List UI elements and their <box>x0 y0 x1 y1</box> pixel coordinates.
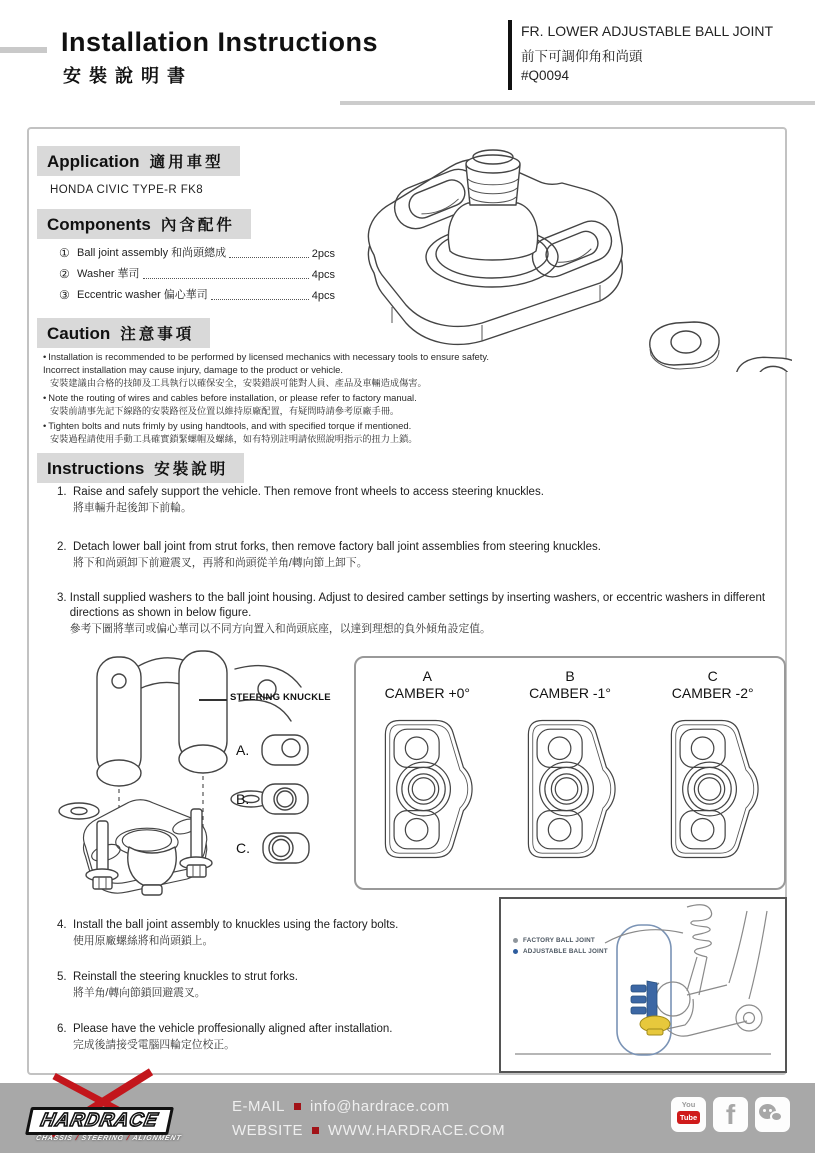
instruction-step <box>57 591 773 638</box>
caution-text-zh: 安裝前請事先記下線路的安裝路徑及位置以維持原廠配置，有疑問時請參考原廠手冊。 <box>50 406 400 416</box>
red-square-bullet-icon <box>294 1103 301 1110</box>
adjustable-ball-joint-dot-icon <box>513 949 518 954</box>
component-label: Ball joint assembly 和尚頭總成 <box>77 247 227 259</box>
step-text-en: Raise and safely support the vehicle. Then remove front wheels to access steering knuckles. <box>73 486 544 498</box>
component-item <box>59 287 335 302</box>
step-text-zh: 參考下圖將華司或偏心華司以不同方向置入和尚頭底座，以達到理想的負外傾角設定值。 <box>69 623 491 635</box>
instructions-heading-en: Instructions <box>47 459 145 478</box>
instruction-step <box>57 970 487 1002</box>
factory-ball-joint-dot-icon <box>513 938 518 943</box>
page-title-chinese: 安裝說明書 <box>63 66 193 86</box>
left-accent-bar <box>0 47 47 53</box>
caution-text-en: • Tighten bolts and nuts frimly by using handtools, and with specified torque if mentioned. <box>43 419 495 432</box>
wechat-eye <box>769 1109 772 1112</box>
components-heading-en: Components <box>47 215 151 234</box>
component-label: Washer 華司 <box>77 268 140 280</box>
component-qty: 4pcs <box>311 290 335 302</box>
component-item <box>59 245 335 260</box>
step-text-zh: 將羊角/轉向節鎖回避震叉。 <box>73 987 206 999</box>
youtube-you-text: You <box>681 1100 696 1109</box>
knuckle-pointer-line <box>199 699 227 701</box>
email-row <box>232 1094 505 1118</box>
washer-a-drawing <box>258 729 312 771</box>
housing-drawing-b <box>518 709 622 869</box>
caution-heading <box>37 318 210 348</box>
component-qty: 2pcs <box>311 248 335 260</box>
step-number: 2. <box>57 541 67 553</box>
camber-value: CAMBER -2° <box>671 685 754 701</box>
washer-option-a <box>236 729 312 771</box>
camber-letter: C <box>707 668 718 684</box>
red-square-bullet-icon <box>312 1127 319 1134</box>
camber-column-c <box>641 668 784 888</box>
step-number: 6. <box>57 1023 67 1035</box>
logo-tagline <box>35 1135 182 1142</box>
washer-option-label: B. <box>236 791 250 807</box>
camber-letter: B <box>565 668 575 684</box>
website-url[interactable]: WWW.HARDRACE.COM <box>328 1121 506 1139</box>
figure-legend <box>513 937 608 959</box>
component-qty: 4pcs <box>311 269 335 281</box>
step-number: 1. <box>57 486 67 498</box>
step-text-en: Reinstall the steering knuckles to strut forks. <box>73 971 298 983</box>
instruction-step <box>57 540 773 572</box>
camber-letter: A <box>422 668 432 684</box>
product-name: FR. LOWER ADJUSTABLE BALL JOINT <box>521 23 774 39</box>
component-number: ② <box>59 267 70 281</box>
tagline-separator: / <box>125 1135 131 1142</box>
washer-option-b <box>236 778 312 820</box>
hardrace-logo <box>20 1085 215 1149</box>
caution-heading-zh: 注意事項 <box>120 326 195 343</box>
wechat-eye <box>763 1109 766 1112</box>
caution-item <box>43 391 495 418</box>
camber-column-a <box>356 668 499 888</box>
suspension-drawing <box>501 899 785 1071</box>
header-rule <box>340 101 815 105</box>
step-text-zh: 將下和尚頭卸下前避震叉，再將和尚頭從羊角/轉向節上卸下。 <box>73 557 368 569</box>
application-heading-zh: 適用車型 <box>149 154 224 171</box>
camber-value: CAMBER +0° <box>384 685 471 701</box>
facebook-f-glyph: f <box>725 1099 736 1130</box>
components-list <box>59 245 335 308</box>
instruction-step <box>57 485 773 517</box>
website-row <box>232 1118 505 1142</box>
step-text-zh: 完成後請接受電腦四輪定位校正。 <box>73 1039 235 1051</box>
step-text-en: Install supplied washers to the ball joint housing. Adjust to desired camber settings by inserting washers, or eccentric washers in different directions as shown in below figure. <box>69 592 766 619</box>
product-name-chinese: 前下可調仰角和尚頭 <box>521 49 643 64</box>
washer-c-drawing <box>259 827 313 869</box>
housing-drawing-c <box>661 709 765 869</box>
product-divider-bar <box>508 20 512 90</box>
step-text-en: Detach lower ball joint from strut forks, then remove factory ball joint assemblies from steering knuckles. <box>73 541 601 553</box>
caution-text-zh: 安裝過程請使用手動工具確實鎖緊螺帽及螺絲，如有特別註明請依照說明指示的扭力上鎖。 <box>50 434 418 444</box>
step-number: 5. <box>57 971 67 983</box>
wechat-icon[interactable] <box>755 1097 790 1132</box>
caution-text-en: • Note the routing of wires and cables before installation, or please refer to factory manual. <box>43 391 495 404</box>
email-address[interactable]: info@hardrace.com <box>310 1097 450 1115</box>
legend-label: FACTORY BALL JOINT <box>523 937 595 944</box>
caution-text-zh: 安裝建議由合格的技師及工具執行以確保安全，安裝錯誤可能對人員、產品及車輛造成傷害。 <box>50 378 427 388</box>
tagline-part: CHASSIS <box>35 1135 74 1142</box>
component-item <box>59 266 335 281</box>
application-vehicle: HONDA CIVIC TYPE-R FK8 <box>50 184 204 196</box>
component-label: Eccentric washer 偏心華司 <box>77 289 208 301</box>
legend-label: ADJUSTABLE BALL JOINT <box>523 948 608 955</box>
housing-drawing-a <box>375 709 479 869</box>
component-number: ① <box>59 246 70 260</box>
caution-list <box>43 350 495 447</box>
contact-block <box>232 1094 505 1142</box>
camber-settings-figure <box>354 656 786 890</box>
tagline-separator: / <box>74 1135 80 1142</box>
components-heading <box>37 209 251 239</box>
camber-column-b <box>499 668 642 888</box>
application-heading-en: Application <box>47 152 140 171</box>
dotted-leader <box>229 257 309 258</box>
step-number: 3. <box>57 592 67 604</box>
dotted-leader <box>143 278 309 279</box>
youtube-tube-badge: Tube <box>677 1111 700 1124</box>
component-number: ③ <box>59 288 70 302</box>
brand-name: HARDRACE <box>38 1110 161 1131</box>
step-number: 4. <box>57 919 67 931</box>
step-text-en: Please have the vehicle proffesionally aligned after installation. <box>73 1023 393 1035</box>
instruction-step <box>57 1022 487 1054</box>
youtube-icon[interactable] <box>671 1097 706 1132</box>
washer-option-label: C. <box>236 840 250 856</box>
steering-knuckle-label: STEERING KNUCKLE <box>230 692 331 703</box>
camber-value: CAMBER -1° <box>529 685 611 701</box>
eccentric-washer-drawing <box>733 354 792 372</box>
product-code: #Q0094 <box>521 68 570 83</box>
instruction-step <box>57 918 487 950</box>
step-text-en: Install the ball joint assembly to knuckles using the factory bolts. <box>73 919 399 931</box>
ball-joint-assembly-drawing <box>332 137 792 372</box>
legend-item <box>513 937 608 944</box>
content-box <box>27 127 787 1075</box>
caution-item <box>43 419 495 446</box>
caution-heading-en: Caution <box>47 324 111 343</box>
wechat-bubble-small <box>770 1111 783 1122</box>
tagline-part: ALIGNMENT <box>131 1135 182 1142</box>
dotted-leader <box>211 299 309 300</box>
step-text-zh: 將車輛升起後卸下前輪。 <box>73 502 192 514</box>
caution-text-en: • Installation is recommended to be performed by licensed mechanics with necessary tools to ensure safety. Incorrect installation may cause injury, damage to the product or vehicle. <box>43 350 495 376</box>
facebook-icon[interactable] <box>713 1097 748 1132</box>
website-label: WEBSITE <box>232 1121 304 1139</box>
footer-bar <box>0 1083 815 1153</box>
suspension-figure <box>499 897 787 1073</box>
page-title: Installation Instructions <box>61 27 379 57</box>
application-heading <box>37 146 240 176</box>
washer-option-label: A. <box>236 742 250 758</box>
instructions-heading <box>37 453 244 483</box>
email-label: E-MAIL <box>232 1097 286 1115</box>
washer-drawing <box>650 322 719 369</box>
caution-item <box>43 350 495 390</box>
social-links <box>671 1097 790 1132</box>
legend-item <box>513 948 608 955</box>
step-text-zh: 使用原廠螺絲將和尚頭鎖上。 <box>73 935 214 947</box>
components-heading-zh: 內含配件 <box>160 217 235 234</box>
washer-b-drawing <box>258 778 312 820</box>
instructions-heading-zh: 安裝說明 <box>154 461 229 478</box>
washer-option-c <box>236 827 313 869</box>
logo-banner <box>25 1107 174 1135</box>
tagline-part: STEERING <box>80 1135 125 1142</box>
